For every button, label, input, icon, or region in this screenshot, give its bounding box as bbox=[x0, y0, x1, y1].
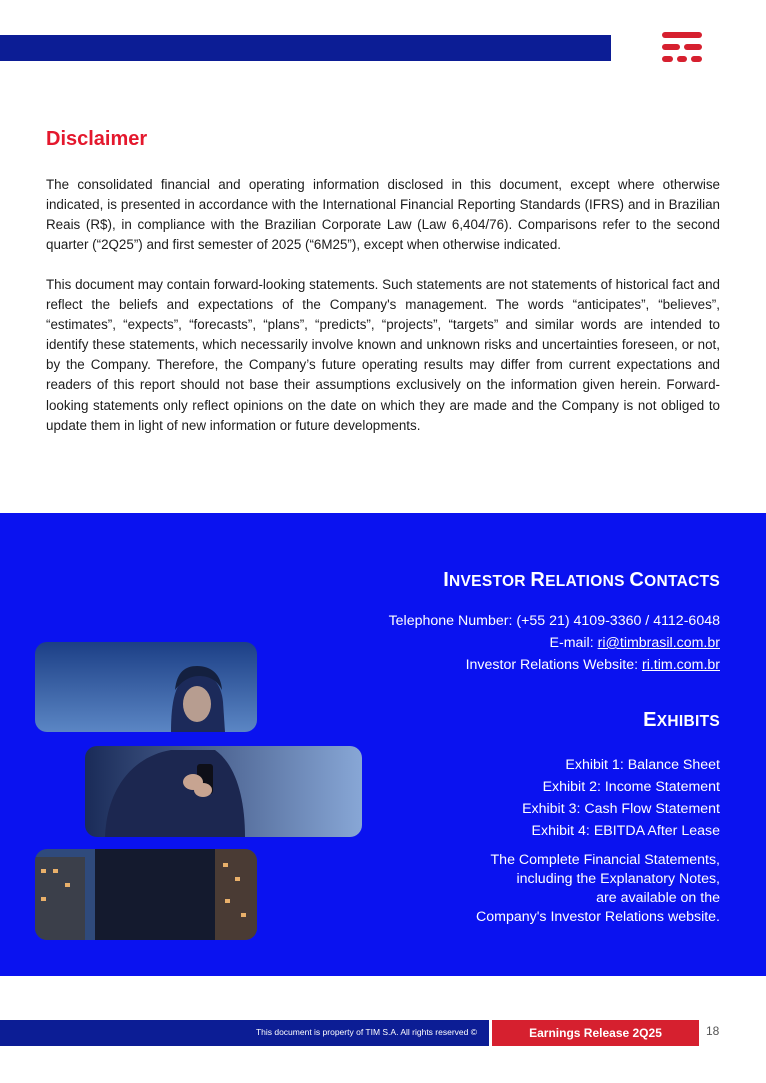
exhibit-item: Exhibit 3: Cash Flow Statement bbox=[522, 801, 720, 817]
photo-hooded-person-top bbox=[35, 642, 257, 732]
disclaimer-paragraph-1: The consolidated financial and operating information disclosed in this document, except where otherwise indicated, is presented in accordance with the International Financial Reporting Standards (IFRS) and in Brazilian Reais (R$), in compliance with the Brazilian Corporate Law (Law 6,404/76). Comparisons refer to the second quarter (“2Q25”) and first semester of 2025 (“6M25”), except when otherwise indicated. bbox=[46, 177, 720, 253]
exhibit-item: Exhibit 4: EBITDA After Lease bbox=[531, 823, 720, 839]
investor-relations-section bbox=[0, 513, 766, 976]
exhibits-list bbox=[522, 754, 720, 842]
footer-bar bbox=[0, 1020, 489, 1046]
footer-badge: Earnings Release 2Q25 bbox=[492, 1020, 699, 1046]
exhibit-item: Exhibit 1: Balance Sheet bbox=[565, 757, 720, 773]
tim-logo-icon bbox=[660, 30, 704, 66]
financial-statements-note: The Complete Financial Statements, including the Explanatory Notes, are available on the Company's Investor Relations website. bbox=[475, 852, 720, 925]
phone-number: Telephone Number: (+55 21) 4109-3360 / 4112-6048 bbox=[388, 613, 720, 629]
footer-rights: This document is property of TIM S.A. All rights reserved © bbox=[255, 1027, 477, 1037]
header-bar bbox=[0, 35, 611, 61]
disclaimer-title: Disclaimer bbox=[46, 128, 148, 150]
photo-city-buildings bbox=[35, 849, 257, 940]
email-line: E-mail: ri@timbrasil.com.br bbox=[549, 635, 720, 651]
email-link[interactable]: ri@timbrasil.com.br bbox=[597, 635, 720, 651]
disclaimer-paragraph-2: This document may contain forward-looking statements. Such statements are not statements of historical fact and reflect the beliefs and expectations of the Company's management. The words “anticipates”, “believes”, “estimates”, “expects”, “forecasts”, “plans”, “predicts”, “projects”, “targets” and similar words are intended to identify these statements, which necessarily involve known and unknown risks and uncertainties foreseen, or not, by the Company. Therefore, the Company’s future operating results may differ from current expectations and readers of this report should not base their assumptions exclusively on the information given herein. Forward-looking statements only reflect opinions on the date on which they are made and the Company is not obliged to update them in light of new information or future developments. bbox=[46, 277, 720, 433]
exhibit-item: Exhibit 2: Income Statement bbox=[542, 779, 720, 795]
photo-hooded-person-middle bbox=[85, 746, 362, 837]
contacts-list bbox=[389, 610, 720, 676]
contacts-title: INVESTOR RELATIONS CONTACTS bbox=[443, 569, 720, 591]
page-number: 18 bbox=[706, 1024, 720, 1038]
website-line: Investor Relations Website: ri.tim.com.br bbox=[465, 657, 720, 673]
website-link[interactable]: ri.tim.com.br bbox=[641, 657, 720, 673]
exhibits-title: EXHIBITS bbox=[643, 709, 720, 731]
